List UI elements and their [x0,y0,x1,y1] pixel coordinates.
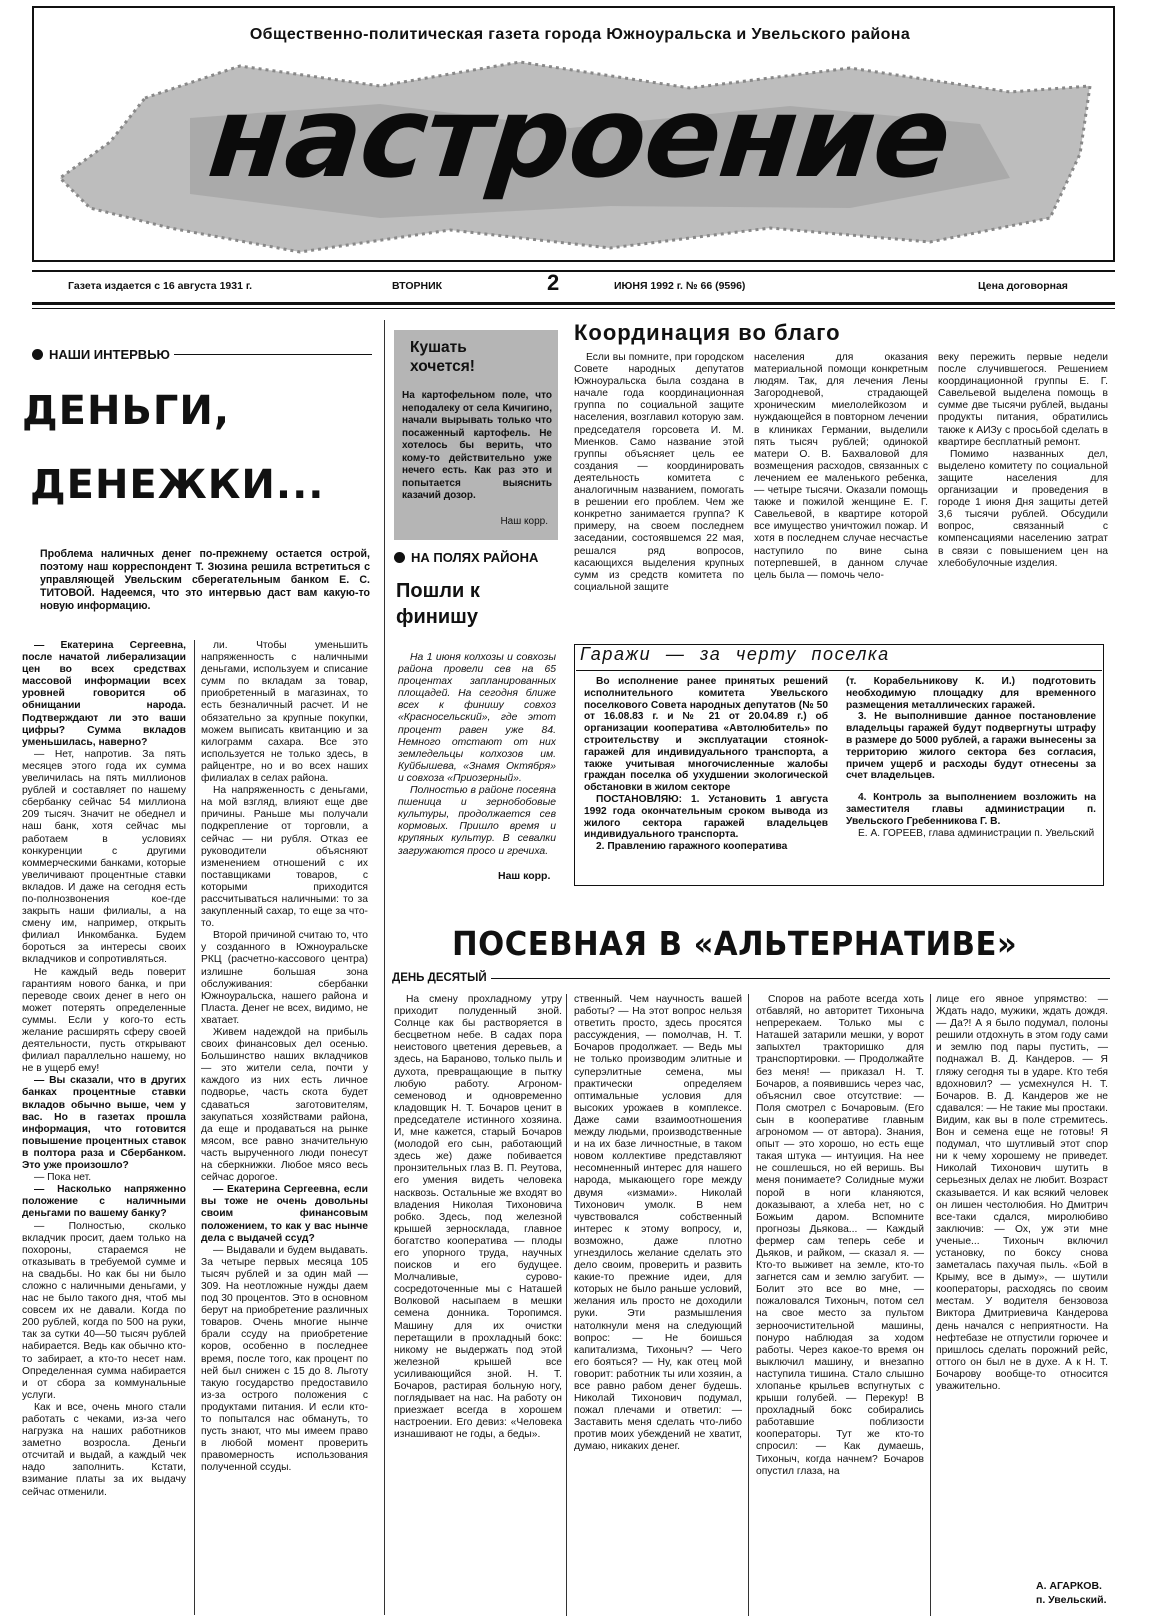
fields-title: Пошли к финишу [396,580,480,628]
masthead-title: настроение [203,73,957,203]
fields-paragraph-1: На 1 июня колхозы и совхозы района провели сев на 65 процентах запланированных площадей. На сегодня ближе всех к финишу совхоз «Красносельский», где этот процент равен уже 84. Немного отстают от них земледельцы колхозов им. Куйбышева, «Знамя Октября» и совхоза «Приозерный». [398,652,556,784]
interview-paragraph: Живем надеждой на прибыль своих финансовых дел осенью. Большинство наших вкладчиков — это жители села, почти у каждого из них есть личное подворье, часть скота будет сдаваться заготовителям, закупаться хозяйствами района, да еще и продаваться на рынке мясом, все равно значительную часть вырученного люди понесут на сберкнижки. Любое мясо весь сейчас дорогое. [201,1027,368,1184]
sowing-sign-name: А. АГАРКОВ. [1036,1580,1102,1592]
coord-text-3b: Помимо названных дел, выделено комитету по социальной защите населения для организации и проведения в городе 1 июня Дня защиты детей 3,6 тысячи рублей. Обсудили вопрос, связанный с компенсациями населению затрат в связи с повышением цен на хлебобулочные изделия. [938,448,1108,569]
sowing-text-3: Споров на работе всегда хоть отбавляй, но авторитет Тихоныча непререкаем. Только мы с Наташей затарили мешки, у ворот запыхтел тракторишко для транспортировки. — Продолжайте без меня! — приказал Н. Т. Бочаров, а появившись через час, объяснил свое отсутствие: — Поля смотрел с Бочаровым. (Его сын в кооперативе главным агрономом — от автора). Знания, опыт — это хорошо, но есть еще такая штука — интуиция. На нее не сошлешься, но ей веришь. Вы меня понимаете? Солидные мужи порой в ноги кланяются, доказывают, а хлеба нет, но с Божьим даром. Вспомните прогнозы Дьякова... — Каждый фермер сам теперь себе и Дьяков, и райком, — сказал я. — Кто-то выживет на земле, кто-то загнется сам и землю загубит. — Болит это все во мне, — пожаловался Тихоныч, потом сел на свое место за пультом зерноочистительной машины, понуро наблюдая за ходом работы. Через какое-то время он выключил машину, и внезапно наступила тишина. Стало слышно хлопанье крыльев вспугнутых с крыши голубей. — Перекур! В прохладный бокс собирались работавшие поблизости кооператоры. Тут же кто-то спросил: — Как думаешь, Тихоныч, когда начнем? Бочаров опустил глаза, на [756,994,924,1477]
interview-paragraph: Второй причиной считаю то, что у созданного в Южноуральске РКЦ (расчетно-кассового центра) излишне большая зона обслуживания: сбербанки Южноуральска, нашего района и Пласта. Денег не всех, видимо, не хватает. [201,930,368,1026]
garage-text-1b: ПОСТАНОВЛЯЮ: 1. Установить 1 августа 1992 года окончательным сроком вывода из жилого сектора гаражей владельцев индивидуального транспорта. [584,793,828,841]
weekday: ВТОРНИК [392,280,443,292]
section-rule [174,354,372,355]
garage-text-1: Во исполнение ранее принятых решений исполнительного комитета Увельского поселкового Совета народных депутатов (№ 50 от 16.08.83 г. и № 21 от 20.04.89 г.) об организации кооператива «Автолюбитель» по строительству и эксплуатации стояноk-гаражей для индивидуального транспорта, а также учитывая многочисленные жалобы граждан поселка об ухудшении экологической обстановки в жилом секторе [584,676,828,794]
masthead-rule-top [32,270,1115,272]
issue-number: ИЮНЯ 1992 г. № 66 (9596) [614,280,746,292]
hungry-sign: Наш корр. [500,516,548,527]
masthead-rule-bottom [32,302,1115,305]
interview-paragraph: — Нет, напротив. За пять месяцев этого года их сумма увеличилась на пять миллионов рублей и составляет по нашему сбербанку сейчас 54 миллиона 209 тысяч. Значит не обеднел и наш банк, хотя сейчас мы работаем в условиях конкуренции с другими коммерческими банками, которые увеличивают процентные ставки вкладов. И даже на сегодня есть по-полнозвонения кое-где закрыть наши филиалы, а на смену им, например, открыть филиал Инкомбанка. Будем бороться за интересы своих вкладчиков и сопротивляться. [22,748,186,966]
garage-text-1c: 2. Правлению гаражного кооператива [596,841,788,853]
masthead-top-line: Общественно-политическая газета города Южноуральска и Увельского района [249,26,911,43]
interview-paragraph: — Екатерина Сергеевна, после начатой либерализации цен во всех средствах массовой информации всех уровней говорится об обнищании народа. Подтверждают ли это ваши цифры? Сумма вкладов уменьшилась, наверно? [22,640,186,748]
interview-headline-1: ДЕНЬГИ, [22,388,231,434]
coord-column-3 [938,352,1108,630]
masthead-rule-bottom-thin [32,308,1115,309]
price: Цена договорная [978,280,1068,292]
bullet-icon [394,552,405,563]
column-rule [930,994,931,1616]
garage-text-2c: 4. Контроль за выполнением возложить на заместителя главы администрации п. Увельского Гребенникова Г. В. [846,792,1096,827]
coord-text-1: Если вы помните, при городском Совете народных депутатов Южноуральска была создана в начале года координационная группа по социальной защите населения, возглавил которую зам. председателя горсовета И. М. Миенков. Само название этой группы объясняет цель ее создания — координировать деятельность комитета с аналогичным названием, помогать в решении его проблем. Чем же конкретно занимается группа? К примеру, на своем последнем заседании, состоявшемся 22 мая, решался ряд вопросов, касающихся выделения крупных сумм из средств комитета по социальной защите [574,352,744,593]
interview-paragraph: Не каждый ведь поверит гарантиям нового банка, и при переводе своих денег в него он может потерять определенные суммы. Если у кого-то есть желание расширять сферу своей деятельности, пусть открывают филиал параллельно нашему, но не в ущерб ему! [22,966,186,1075]
interview-paragraph: — Екатерина Сергеевна, если вы тоже не очень довольны своим финансовым положением, то как у вас нынче дела с выдачей ссуд? [201,1184,368,1244]
bullet-icon [32,349,43,360]
interview-lead: Проблема наличных денег по-прежнему остается острой, поэтому наш корреспондент Т. Зюзина решила встретиться с управляющей Увельским сберегательным банком Е. С. ТИТОВОЙ. Надеемся, что это интервью даст вам какую-то новую информацию. [40,548,370,612]
interview-paragraph: — Пока нет. [34,1172,92,1184]
garage-column-2 [846,676,1096,882]
sowing-headline: ПОСЕВНАЯ В «АЛЬТЕРНАТИВЕ» [452,924,1018,963]
interview-paragraph: — Насколько напряженно положение с наличными деньгами по вашему банку? [22,1184,186,1220]
column-rule [384,320,385,1615]
garage-title: Гаражи — за черту поселка [580,644,890,664]
fields-section-label [394,550,538,565]
sowing-sign-place: п. Увельский. [1036,1594,1107,1606]
garage-sign: Е. А. ГОРЕЕВ, глава администрации п. Увельский [858,827,1095,839]
sowing-column-2 [574,994,742,1616]
kicker-rule [491,978,1110,979]
sowing-column-3 [756,994,924,1616]
garage-text-2b: 3. Не выполнившие данное постановление владельцы гаражей будут подвергнуты штрафу в размере до 5000 рублей, а гаражи вынесены за территорию жилого сектора без согласия, причем ущерб и расходы будут отнесены за счет владельцев. [846,711,1096,782]
interview-paragraph: — Выдавали и будем выдавать. За четыре первых месяца 105 тысяч рублей и за один май — 309. На неотложные нужды даем под 30 процентов. Это в основном берут на приобретение различных товаров. Очень многие нынче брали ссуду на приобретение коров, особенно в последнее время, после того, как процент по ней был снижен с 15 до 8. Льготу такую государство предоставило из-за острого положения с продуктами питания. И если кто-то попытался нас обмануть, то пусть знают, что мы имеем право в любой момент проверить правомерность использования полученной ссуды. [201,1244,368,1474]
column-rule [748,994,749,1616]
hungry-body: На картофельном поле, что неподалеку от села Кичигино, начали вырывать только что посаженный картофель. Не хотелось бы верить, что кому-то действительно уже нечего есть. Как раз это и попытается выяснить казачий дозор. [402,390,552,501]
interview-paragraph: — Полностью, сколько вкладчик просит, даем только на похороны, стараемся не отказывать в требуемой сумме и на свадьбы. Но как бы ни было сложно с наличными деньгами, у нас не было такого дня, чтоб мы совсем их не давали. Когда по 200 рублей, когда по 500 на руки, так за сутки 40—50 тысяч рублей набирается. Ведь как обычно кто-то забирает, а кто-то несет нам. Определенная сумма набирается и от сбора за коммунальные услуги. [22,1220,186,1401]
coord-title: Координация во благо [574,320,841,345]
garage-text-2: (т. Корабельникову К. И.) подготовить необходимую площадку для временного размещения металлических гаражей. [846,676,1096,711]
fields-paragraph-2: Полностью в районе посеяна пшеница и зернобобовые культуры, продолжается сев кормовых. Пришло время и крупяных культур. В севалки загружаются просо и гречиха. [398,785,556,857]
sowing-text-2: ственный. Чем научность вашей работы? — На этот вопрос нельзя ответить просто, здесь просятся рассуждения, — помолчав, Н. Т. Бочаров продолжает. — Ведь мы не только производим элитные и суперэлитные семена, мы практически определяем оптимальные условия для высоких урожаев в комплексе. Даже сами взаимоотношения между людьми, производственные и на их базе личностные, в таком новом коллективе представляют несомненный интерес для нашего народа, мыкающего горе между двумя «измами». Николай Тихонович умолк. В нем чувствовался собственный интерес к этому вопросу, и, возможно, даже плотно угнездилось желание сделать это дело своим, проверить и развить какие-то прежние идеи, для которых не было раньше условий, желания иль просто не доходили руки. Эти размышления натолкнули меня на следующий вопрос: — Не боишься капитализма, Тихоныч? — Чего его бояться? — Ну, как отец мой говорит: работник ты или хозяин, а все равно рабом денег будешь. Николай Тихонович подумал, пожал плечами и ответил: — Заставить меня сделать что-либо против моих убеждений не хватит, думаю, никаких денег. [574,994,742,1453]
hungry-box [394,330,558,540]
garage-column-1 [584,676,828,882]
interview-column-1 [22,640,186,1615]
sowing-text-1: На смену прохладному утру приходит полуденный зной. Солнце как бы растворяется в бесцветном небе. В садах пора неистового цветения деревьев, а здесь, на Бараново, только пыль и духота, превращающие в пытку любую работу. Агроном-семеновод и одновременно кладовщик Н. Т. Бочаров ценит в председателе истинного хозяина. И, мне кажется, старый Бочаров (молодой его сын, работающий здесь же) даже побивается пронзительных глаз В. П. Реутова, его умения видеть человека насквозь. Остальные же входят во владения Николая Тихоновича робко. Здесь, под железной крышей зерносклада, главное богатство кооператива — плоды его упорного труда, научных поисков и его будущее. Молчаливые, сурово-сосредоточенные мы с Наташей Волковой насыпаем в мешки семена донника. Торопимся. Машину для их очистки перетащили в прохладный бокс: никому не выдержать под этой железной крышей все усиливающийся зной. Н. Т. Бочаров, растирая больную ногу, поглядывает на нас. На работу он приезжает всегда в хорошем настроении. Его девиз: «Человека изнашивают не годы, а беды». [394,994,562,1441]
sowing-column-1 [394,994,562,1616]
column-rule [566,994,567,1616]
day-number: 2 [547,270,560,295]
sowing-kicker [392,972,1110,984]
hungry-title: Кушать хочется! [410,339,475,375]
founded-text: Газета издается с 16 августа 1931 г. [68,280,253,292]
coord-column-1 [574,352,744,630]
fields-body [398,652,556,858]
interview-paragraph: На напряженность с деньгами, на мой взгляд, влияют еще две причины. Раньше мы получали подкрепление от торговли, а сейчас — ни рубля. Отказ ее руководители объясняют изменением отношений с их поставщиками товаров, с которыми приходится рассчитываться наличными: то за закупленный сахар, то еще за что-то. [201,785,368,930]
interview-headline-2: ДЕНЕЖКИ... [30,462,325,508]
column-rule [194,640,195,1615]
coord-text-3: веку пережить первые недели после случившегося. Решением координационной группы Е. Г. Савельевой выделена помощь в сумме две тысячи рублей, выданы продукты питания, обратились также к АИЗу с просьбой сделать в квартире бесплатный ремонт. [938,352,1108,448]
garage-title-rule [576,670,1102,671]
interview-section-text: НАШИ ИНТЕРВЬЮ [49,347,170,362]
coord-text-2: населения для оказания материальной помощи конкретным людям. Так, для лечения Лены Загородневой, страдающей хроническим миелолейкозом и нуждающейся в повторном лечении в клиниках Германии, выделили пять тысяч рублей; одинокой матери О. В. Бахваловой для возмещения расходов, связанных с лечением ее маленького ребенка, — четыре тысячи. Оказали помощь также и пожилой женщине Е. Г. Савельевой, в квартире которой все имущество уничтожил пожар. И хотя в последнем случае несчастье наступило по вине сына потерпевшей, в данном случае цель была — помочь чело- [754,352,928,581]
interview-paragraph: — Вы сказали, что в других банках процентные ставки вкладов обычно выше, чем у вас. Но в газетах прошла информация, что готовится повышение процентных ставок в полтора раза и Сбербанком. Это уже произошло? [22,1075,186,1172]
sowing-kicker-text: ДЕНЬ ДЕСЯТЫЙ [392,972,487,984]
fields-sign: Наш корр. [498,870,551,882]
sowing-text-4: лице его явное упрямство: — Ждать надо, мужики, ждать дождя. — Да?! А я было подумал, полоны решили отдохнуть в этом году сами и землю под пары пустить, — поднажал В. Д. Кандеров. — Я гляжу сегодня ты в ударе. Кто тебя вдохновил? — усмехнулся Н. Т. Бочаров. В. Д. Кандеров же не сдавался: — Не такие мы простаки. Видим, как вы в поле стремитесь. Вон и семена еще не готовы! Я подумал, что шутливый этот спор ни к чему хорошему не приведет. Николай Тихонович шутить в серьезных делах не любит. Возраст сказывается. И как всякий человек он лишен честолюбия. Но Дмитрич все-таки сдался, миролюбиво заключив: — Ох, уж эти мне ученые... Тихоныч включил установку, по боксу снова заметалась пахучая пыль. «Бой в Крыму, все в дыму», — шутили кооператоры, расходясь по своим местам. У водителя бензовоза Виктора Дмитриевича Кандерова день начался с неприятности. На нефтебазе не отпустили горючее и пришлось сделать порожний рейс, оттого он был не в духе. А к Н. Т. Бочарову вообще-то относится уважительно. [936,994,1108,1392]
interview-column-2 [201,640,368,1615]
interview-paragraph: ли. Чтобы уменьшить напряженность с наличными деньгами, используем и списание сумм по вкладам за товар, приобретенный в магазинах, то есть безналичный расчет. И не обязательно за крупные покупки, можем выписать квитанцию и за килограмм сахара. Все это используется не только здесь, в райцентре, но и во всех наших филиалах в селах района. [201,640,368,785]
interview-section-label [32,347,372,362]
interview-paragraph: Как и все, очень много стали работать с чеками, из-за чего нагрузка на наших работников заметно возросла. Деньги отсчитай и выдай, а каждый чек надо заполнить. Кстати, взимание платы за их выдачу сейчас отменили. [22,1401,186,1498]
coord-column-2 [754,352,928,630]
sowing-column-4 [936,994,1108,1574]
fields-section-text: НА ПОЛЯХ РАЙОНА [411,550,539,565]
